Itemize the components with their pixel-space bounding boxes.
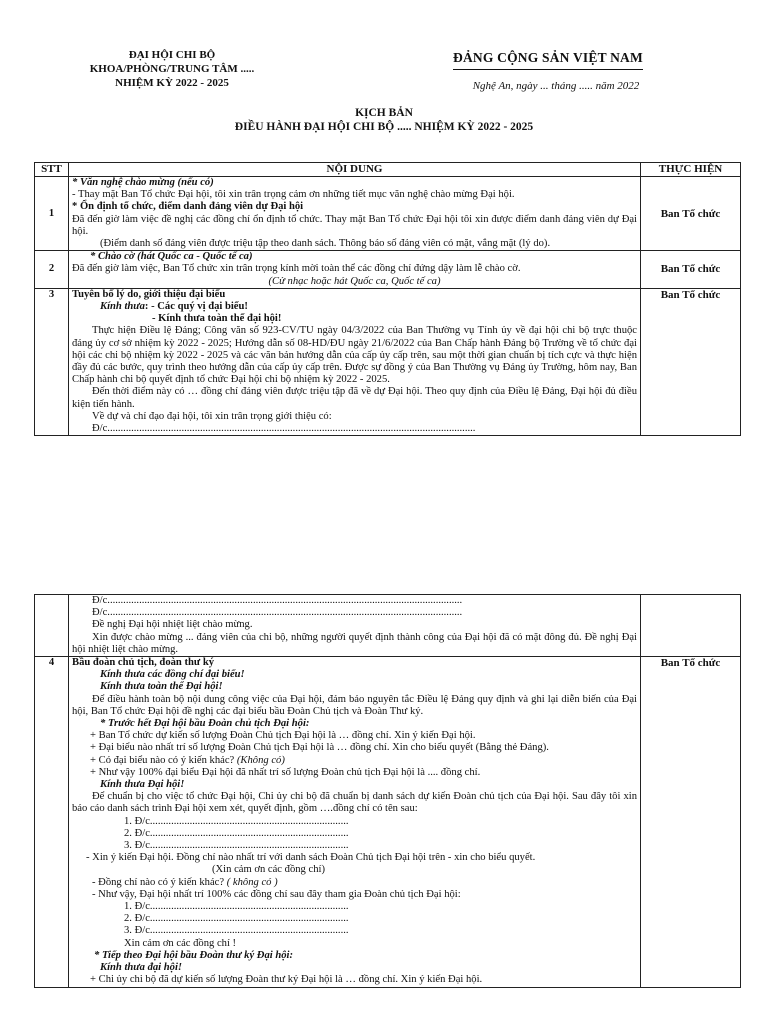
executor: Ban Tổ chức bbox=[641, 177, 741, 251]
table-row bbox=[35, 657, 741, 987]
row-number bbox=[35, 595, 69, 657]
paragraph bbox=[72, 877, 637, 889]
header-content: NỘI DUNG bbox=[69, 163, 641, 177]
row-content bbox=[69, 657, 641, 987]
table-row bbox=[35, 288, 741, 435]
row-number: 4 bbox=[35, 657, 69, 987]
row-content bbox=[69, 251, 641, 289]
section-heading: Bầu đoàn chủ tịch, đoàn thư ký bbox=[72, 657, 215, 669]
title-line-2: ĐIỀU HÀNH ĐẠI HỘI CHI BỘ ..... NHIỆM KỲ 2022 - 2025 bbox=[234, 121, 534, 133]
question-text: - Đồng chí nào có ý kiến khác? bbox=[92, 876, 225, 888]
place-date: Nghệ An, ngày ... tháng ..... năm 2022 bbox=[472, 80, 640, 92]
section-heading: * Trước hết Đại hội bầu Đoàn chủ tịch Đại hội: bbox=[100, 718, 310, 730]
party-header bbox=[448, 50, 648, 70]
header-stt: STT bbox=[35, 163, 69, 177]
paragraph: + Chi ủy chi bộ đã dự kiến số lượng Đoàn thư ký Đại hội là … đồng chí. Xin ý kiến Đại hội. bbox=[90, 974, 483, 986]
page-gap bbox=[0, 500, 768, 590]
greeting-line: - Kính thưa toàn thể đại hội! bbox=[152, 313, 282, 325]
section-heading: * Văn nghệ chào mừng (nếu có) bbox=[72, 177, 214, 188]
paragraph: Đến thời điểm này có … đồng chí đảng viên được triệu tập đã về dự Đại hội. Theo quy định của Điều lệ Đảng, Đại hội đủ điều kiện tiến hành. bbox=[72, 386, 637, 410]
greeting-target: : - Các quý vị đại biểu! bbox=[144, 301, 248, 313]
paragraph: - Xin ý kiến Đại hội. Đồng chí nào nhất trí với danh sách Đoàn Chủ tịch Đại hội trên - xin cho biểu quyết. bbox=[86, 852, 536, 864]
executor: Ban Tổ chức bbox=[641, 657, 741, 987]
paragraph: Xin được chào mừng ... đảng viên của chi bộ, những người quyết định thành công của Đại hội đã có mặt đông đủ. Đề nghị Đại hội nhiệt liệt chào mừng. bbox=[72, 631, 637, 655]
list-item: Đ/c...................................................................................................................................... bbox=[92, 607, 463, 619]
paragraph: Về dự và chỉ đạo đại hội, tôi xin trân trọng giới thiệu có: bbox=[92, 410, 332, 422]
greeting-line bbox=[72, 301, 637, 313]
list-item: Đ/c........................................................................................................................................... bbox=[92, 423, 476, 435]
paragraph: Đề nghị Đại hội nhiệt liệt chào mừng. bbox=[92, 619, 253, 631]
paragraph: - Như vậy, Đại hội nhất trí 100% các đồng chí sau đây tham gia Đoàn chủ tịch Đại hội: bbox=[92, 888, 461, 900]
greeting-line: Kính thưa Đại hội! bbox=[100, 779, 185, 791]
paragraph: Đã đến giờ làm việc đề nghị các đồng chí ổn định tổ chức. Thay mặt Ban Tổ chức Đại hội tôi xin được điểm danh đảng viên dự Đại hội. bbox=[72, 213, 637, 237]
greeting-word: Kính thưa bbox=[100, 301, 145, 313]
list-item: 1. Đ/c........................................................................... bbox=[124, 901, 349, 913]
section-heading: * Ổn định tổ chức, điểm danh đảng viên dự Đại hội bbox=[72, 201, 304, 213]
section-heading: * Tiếp theo Đại hội bầu Đoàn thư ký Đại hội: bbox=[94, 949, 294, 961]
list-item: Đ/c...................................................................................................................................... bbox=[92, 595, 463, 606]
congress-header bbox=[72, 48, 272, 90]
list-item: 3. Đ/c........................................................................... bbox=[124, 925, 349, 937]
greeting-line: Kính thưa các đồng chí đại biểu! bbox=[100, 669, 245, 681]
paragraph: Xin cảm ơn các đồng chí ! bbox=[124, 937, 237, 949]
executor bbox=[641, 595, 741, 657]
paragraph: Đã đến giờ làm việc, Ban Tổ chức xin trân trọng kính mời toàn thể các đồng chí đứng dậy làm lễ chào cờ. bbox=[72, 263, 521, 275]
answer-text: ( không có ) bbox=[224, 876, 278, 888]
script-table bbox=[34, 162, 741, 436]
paragraph: (Xin cảm ơn các đồng chí) bbox=[212, 864, 325, 876]
row-content bbox=[69, 288, 641, 435]
paragraph: (Điểm danh số đảng viên được triệu tập theo danh sách. Thông báo số đảng viên có mặt, vắng mặt (lý do). bbox=[100, 238, 551, 250]
row-content bbox=[69, 177, 641, 251]
section-heading: Tuyên bố lý do, giới thiệu đại biểu bbox=[72, 288, 226, 300]
section-heading: * Chào cờ (hát Quốc ca - Quốc tế ca) bbox=[90, 251, 253, 263]
paragraph: + Ban Tổ chức dự kiến số lượng Đoàn Chủ tịch Đại hội là … đồng chí. Xin ý kiến Đại hội. bbox=[90, 730, 476, 742]
paragraph: (Cử nhạc hoặc hát Quốc ca, Quốc tế ca) bbox=[268, 275, 441, 287]
paragraph: + Như vậy 100% đại biểu Đại hội đã nhất trí số lượng Đoàn chủ tịch Đại hội là .... đồng chí. bbox=[90, 766, 481, 778]
party-underline bbox=[453, 69, 643, 70]
congress-name: ĐẠI HỘI CHI BỘ bbox=[128, 49, 216, 61]
page-2 bbox=[0, 590, 768, 1024]
row-content bbox=[69, 595, 641, 657]
title-line-1: KỊCH BẢN bbox=[355, 107, 413, 119]
paragraph bbox=[72, 755, 637, 767]
script-table-continued bbox=[34, 594, 741, 988]
table-row bbox=[35, 251, 741, 289]
header-exec: THỰC HIỆN bbox=[641, 163, 741, 177]
paragraph: Thực hiện Điều lệ Đảng; Công văn số 923-CV/TU ngày 04/3/2022 của Ban Thường vụ Tỉnh ủy về đại hội chi bộ trực thuộc đảng ủy cơ sở nhiệm kỳ 2022 - 2025; Hướng dẫn số 08-HD/ĐU ngày 21/6/2022 của Ban Chấp hành Đảng bộ Trường về tổ chức đại hội các chi bộ nhiệm kỳ 2022 - 2025 và các văn bản hướng dẫn của cấp ủy cấp trên, sau một thời gian chuẩn bị tích cực và thực hiện đầy đủ các bước, quy trình theo hướng dẫn của cấp ủy cấp trên. Được sự đồng ý của Ban Thường vụ Đảng ủy Trường, hôm nay, Ban Chấp hành chi bộ quyết định tổ chức Đại hội chi bộ nhiệm kỳ 2022 - 2025. bbox=[72, 325, 637, 386]
executor: Ban Tổ chức bbox=[641, 251, 741, 289]
row-number: 1 bbox=[35, 177, 69, 251]
paragraph: Để điều hành toàn bộ nội dung công việc của Đại hội, đảm bảo nguyên tắc Điều lệ Đảng quy định và ghi lại diễn biến của Đại hội, Ban Tổ chức Đại hội đề nghị các đại biểu bầu Đoàn Chủ tịch và Đoàn Thư ký. bbox=[72, 693, 637, 717]
list-item: 3. Đ/c........................................................................... bbox=[124, 840, 349, 852]
greeting-line: Kính thưa toàn thể Đại hội! bbox=[100, 681, 223, 693]
list-item: 1. Đ/c........................................................................... bbox=[124, 815, 349, 827]
list-item: 2. Đ/c........................................................................... bbox=[124, 913, 349, 925]
list-item: 2. Đ/c........................................................................... bbox=[124, 827, 349, 839]
party-name: ĐẢNG CỘNG SẢN VIỆT NAM bbox=[453, 50, 643, 65]
executor: Ban Tổ chức bbox=[641, 288, 741, 435]
row-number: 2 bbox=[35, 251, 69, 289]
term-label: NHIỆM KỲ 2022 - 2025 bbox=[115, 77, 229, 89]
row-number: 3 bbox=[35, 288, 69, 435]
paragraph: Để chuẩn bị cho việc tổ chức Đại hội, Chi ủy chi bộ đã chuẩn bị danh sách dự kiến Đoàn chủ tịch của Đại hội. Sau đây tôi xin báo cáo danh sách trình Đại hội xem xét, quyết định, gồm ….đồng chí có tên sau: bbox=[72, 791, 637, 815]
question-text: + Có đại biểu nào có ý kiến khác? bbox=[90, 754, 235, 766]
paragraph: - Thay mặt Ban Tổ chức Đại hội, tôi xin trân trọng cảm ơn những tiết mục văn nghệ chào mừng Đại hội. bbox=[72, 189, 515, 201]
document-title bbox=[0, 106, 768, 134]
table-header-row bbox=[35, 163, 741, 177]
table-row bbox=[35, 595, 741, 657]
answer-text: (Không có) bbox=[234, 754, 285, 766]
department-name: KHOA/PHÒNG/TRUNG TÂM ..... bbox=[89, 63, 255, 75]
table-row bbox=[35, 177, 741, 251]
paragraph: + Đại biểu nào nhất trí số lượng Đoàn Chủ tịch Đại hội là … đồng chí. Xin cho biểu quyết (Bằng thẻ Đảng). bbox=[90, 742, 549, 754]
greeting-line: Kính thưa đại hội! bbox=[100, 962, 183, 974]
page-1 bbox=[0, 0, 768, 500]
